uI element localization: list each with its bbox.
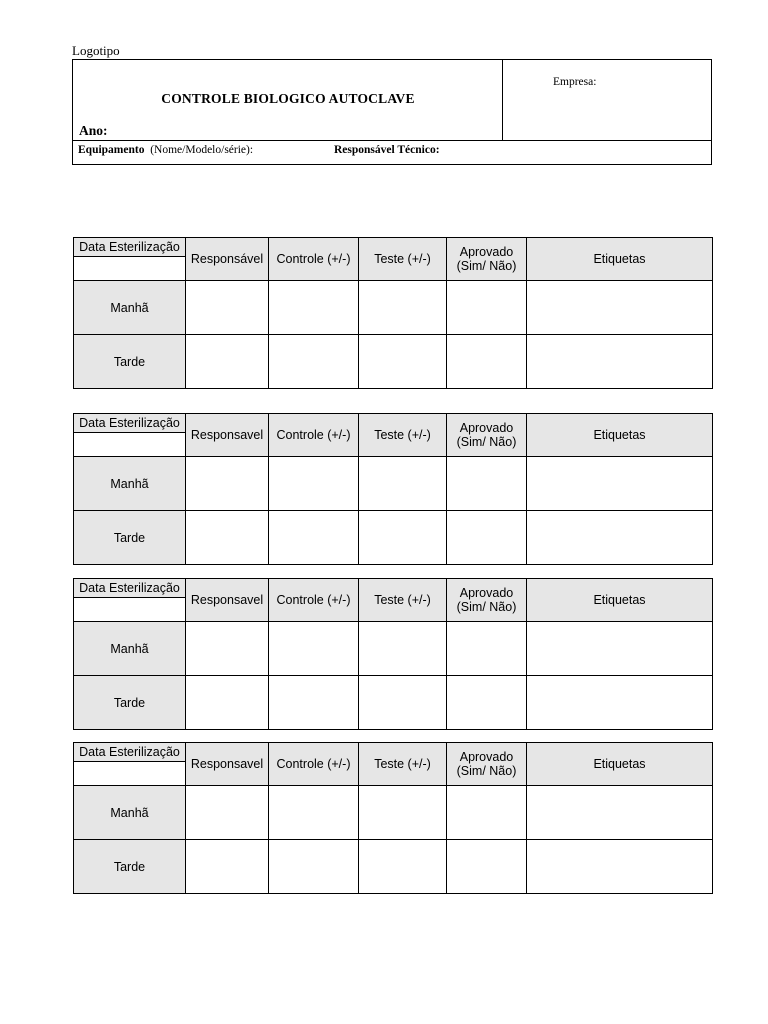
table-cell[interactable]: [269, 457, 359, 511]
column-header: Etiquetas: [527, 414, 713, 457]
table-cell[interactable]: [359, 457, 447, 511]
date-label: Data Esterilização: [74, 579, 186, 598]
table-cell[interactable]: [359, 281, 447, 335]
table-cell[interactable]: [359, 511, 447, 565]
table-cell[interactable]: [269, 840, 359, 894]
column-header: Responsavel: [186, 743, 269, 786]
table-cell[interactable]: [527, 335, 713, 389]
table-cell[interactable]: [447, 511, 527, 565]
equipment-label: Equipamento: [78, 144, 145, 156]
technician-label: Responsável Técnico:: [334, 144, 440, 156]
table-cell[interactable]: [447, 786, 527, 840]
table-cell[interactable]: [447, 281, 527, 335]
sterilization-block-1: [73, 237, 712, 389]
column-header: Teste (+/-): [359, 238, 447, 281]
row-label: Tarde: [74, 676, 186, 730]
row-label: Manhã: [74, 457, 186, 511]
date-label: Data Esterilização: [74, 414, 186, 433]
header-title-cell: [73, 60, 503, 141]
column-header: Teste (+/-): [359, 579, 447, 622]
sterilization-table: [73, 578, 713, 730]
sterilization-block-2: [73, 413, 712, 565]
table-cell[interactable]: [359, 786, 447, 840]
date-input-cell[interactable]: [74, 598, 186, 622]
sterilization-block-4: [73, 742, 712, 894]
table-cell[interactable]: [269, 281, 359, 335]
sterilization-block-3: [73, 578, 712, 730]
date-input-cell[interactable]: [74, 257, 186, 281]
row-label: Tarde: [74, 511, 186, 565]
column-header: Etiquetas: [527, 743, 713, 786]
table-cell[interactable]: [527, 676, 713, 730]
row-label: Manhã: [74, 622, 186, 676]
table-cell[interactable]: [527, 786, 713, 840]
header-equipment-row: [73, 140, 711, 164]
page-title: CONTROLE BIOLOGICO AUTOCLAVE: [161, 91, 415, 106]
table-cell[interactable]: [359, 840, 447, 894]
date-label: Data Esterilização: [74, 743, 186, 762]
logo-placeholder: Logotipo: [72, 43, 120, 58]
table-cell[interactable]: [186, 511, 269, 565]
column-header: Responsável: [186, 238, 269, 281]
sterilization-table: [73, 742, 713, 894]
table-cell[interactable]: [527, 457, 713, 511]
table-cell[interactable]: [527, 281, 713, 335]
row-label: Manhã: [74, 281, 186, 335]
header-company-cell: [502, 60, 712, 141]
column-header: Aprovado (Sim/ Não): [447, 238, 527, 281]
column-header: Responsavel: [186, 414, 269, 457]
company-label: Empresa:: [553, 76, 597, 88]
table-cell[interactable]: [186, 840, 269, 894]
column-header: Teste (+/-): [359, 743, 447, 786]
table-cell[interactable]: [447, 622, 527, 676]
header-box: [72, 59, 712, 165]
column-header: Controle (+/-): [269, 414, 359, 457]
table-cell[interactable]: [186, 622, 269, 676]
equipment-hint: (Nome/Modelo/série):: [150, 144, 254, 156]
column-header: Teste (+/-): [359, 414, 447, 457]
table-cell[interactable]: [527, 622, 713, 676]
table-cell[interactable]: [186, 457, 269, 511]
column-header: Controle (+/-): [269, 579, 359, 622]
row-label: Manhã: [74, 786, 186, 840]
sterilization-table: [73, 413, 713, 565]
column-header: Responsavel: [186, 579, 269, 622]
column-header: Controle (+/-): [269, 238, 359, 281]
sterilization-table: [73, 237, 713, 389]
table-cell[interactable]: [186, 281, 269, 335]
table-cell[interactable]: [269, 676, 359, 730]
table-cell[interactable]: [269, 511, 359, 565]
column-header: Etiquetas: [527, 238, 713, 281]
column-header: Controle (+/-): [269, 743, 359, 786]
date-label: Data Esterilização: [74, 238, 186, 257]
column-header: Aprovado (Sim/ Não): [447, 414, 527, 457]
table-cell[interactable]: [447, 457, 527, 511]
table-cell[interactable]: [186, 335, 269, 389]
table-cell[interactable]: [186, 676, 269, 730]
table-cell[interactable]: [359, 676, 447, 730]
column-header: Aprovado (Sim/ Não): [447, 743, 527, 786]
table-cell[interactable]: [269, 335, 359, 389]
table-cell[interactable]: [269, 786, 359, 840]
table-cell[interactable]: [447, 335, 527, 389]
row-label: Tarde: [74, 840, 186, 894]
table-cell[interactable]: [447, 840, 527, 894]
table-cell[interactable]: [527, 840, 713, 894]
table-cell[interactable]: [527, 511, 713, 565]
table-cell[interactable]: [186, 786, 269, 840]
column-header: Etiquetas: [527, 579, 713, 622]
equipment-field: [78, 144, 253, 156]
table-cell[interactable]: [359, 622, 447, 676]
column-header: Aprovado (Sim/ Não): [447, 579, 527, 622]
date-input-cell[interactable]: [74, 433, 186, 457]
table-cell[interactable]: [359, 335, 447, 389]
row-label: Tarde: [74, 335, 186, 389]
table-cell[interactable]: [269, 622, 359, 676]
year-label: Ano:: [79, 123, 108, 138]
table-cell[interactable]: [447, 676, 527, 730]
date-input-cell[interactable]: [74, 762, 186, 786]
